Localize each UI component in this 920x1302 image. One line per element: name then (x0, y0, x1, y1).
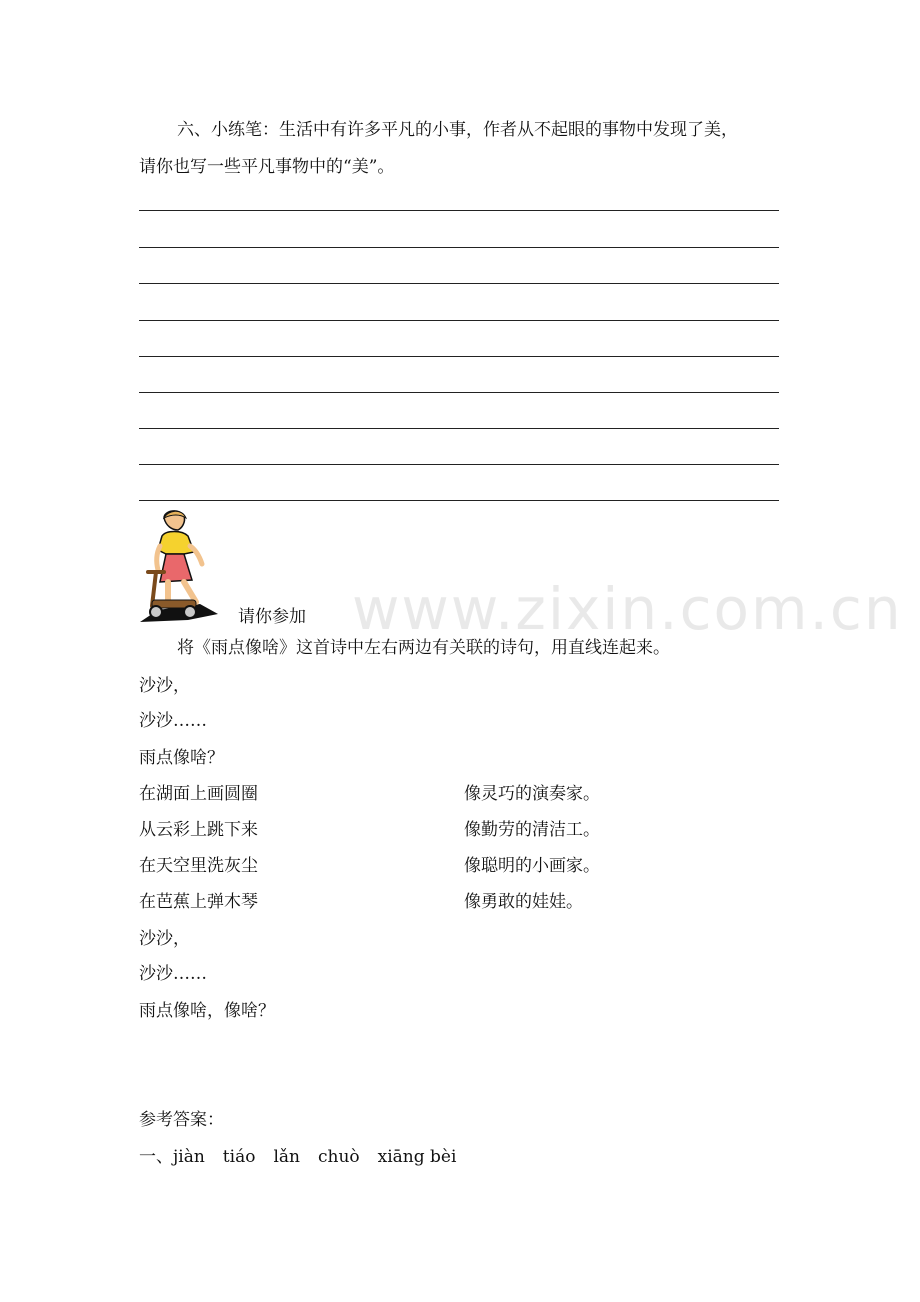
writing-line[interactable] (139, 356, 779, 357)
poem-right-line[interactable]: 像勇敢的娃娃。 (464, 892, 583, 912)
poem-right-line[interactable]: 像灵巧的演奏家。 (464, 784, 600, 804)
child-scooter-illustration (138, 506, 222, 624)
poem-intro-line: 雨点像啥？ (139, 748, 224, 768)
writing-line[interactable] (139, 283, 779, 284)
writing-line[interactable] (139, 464, 779, 465)
participate-label: 请你参加 (238, 607, 306, 627)
poem-outro-line: 沙沙…… (139, 964, 207, 984)
answers-heading: 参考答案： (139, 1110, 224, 1130)
writing-line[interactable] (139, 210, 779, 211)
poem-left-line[interactable]: 在湖面上画圆圈 (139, 784, 258, 804)
pinyin-item: chuò (317, 1147, 360, 1167)
instruction: 将《雨点像啥》这首诗中左右两边有关联的诗句，用直线连起来。 (177, 638, 670, 658)
poem-intro-line: 沙沙， (139, 676, 190, 696)
pinyin-item: jiàn (173, 1147, 205, 1167)
pinyin-item: xiāng bèi (377, 1147, 457, 1167)
writing-line[interactable] (139, 500, 779, 501)
poem-left-line[interactable]: 在天空里洗灰尘 (139, 856, 258, 876)
poem-left-line[interactable]: 在芭蕉上弹木琴 (139, 892, 258, 912)
watermark: www.zixin.com.cn (352, 575, 903, 643)
poem-left-line[interactable]: 从云彩上跳下来 (139, 820, 258, 840)
poem-outro-line: 沙沙， (139, 929, 190, 949)
poem-right-line[interactable]: 像勤劳的清洁工。 (464, 820, 600, 840)
pinyin-item: tiáo (222, 1147, 256, 1167)
writing-line[interactable] (139, 320, 779, 321)
answers-line1 (139, 1146, 474, 1168)
section6-line1: 六、小练笔：生活中有许多平凡的小事，作者从不起眼的事物中发现了美， (177, 120, 738, 140)
section6-line2: 请你也写一些平凡事物中的“美”。 (139, 157, 395, 177)
poem-outro-line: 雨点像啥，像啥？ (139, 1001, 275, 1021)
poem-intro-line: 沙沙…… (139, 711, 207, 731)
writing-line[interactable] (139, 392, 779, 393)
answer-prefix: 一、 (139, 1147, 173, 1167)
pinyin-item: lǎn (273, 1147, 300, 1167)
poem-right-line[interactable]: 像聪明的小画家。 (464, 856, 600, 876)
writing-line[interactable] (139, 428, 779, 429)
writing-line[interactable] (139, 247, 779, 248)
